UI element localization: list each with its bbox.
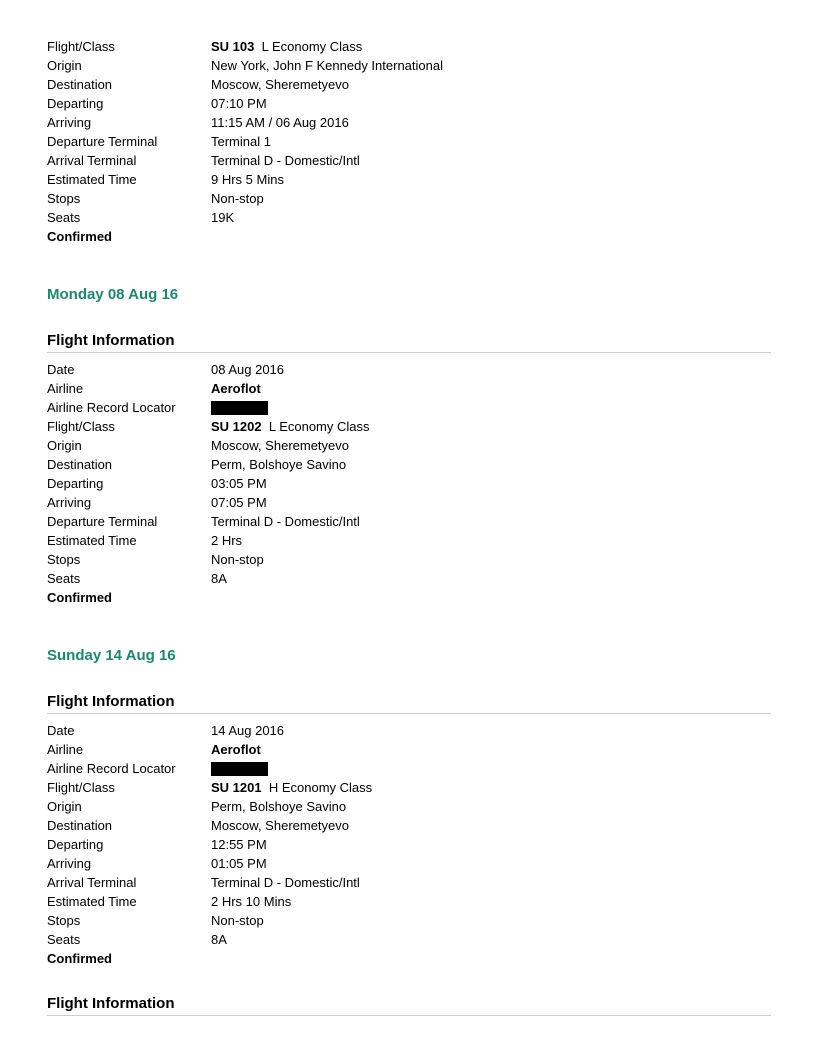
label-date: Date <box>47 362 75 377</box>
detail-row-stops <box>47 911 771 930</box>
detail-row-seats <box>47 569 771 588</box>
value-destination: Perm, Bolshoye Savino <box>211 457 347 472</box>
value-airline: Aeroflot <box>211 381 261 396</box>
itinerary-page <box>47 37 771 1016</box>
label-record-locator: Airline Record Locator <box>47 761 176 776</box>
detail-row-departure-terminal <box>47 512 771 531</box>
value-origin: Perm, Bolshoye Savino <box>211 799 347 814</box>
day-heading: Monday 08 Aug 16 <box>47 286 179 303</box>
label-estimated-time: Estimated Time <box>47 533 137 548</box>
value-origin: New York, John F Kennedy International <box>211 58 443 73</box>
section-title-flight-information: Flight Information <box>47 691 771 714</box>
value-departing: 03:05 PM <box>211 476 267 491</box>
value-departing: 12:55 PM <box>211 837 267 852</box>
detail-row-estimated-time <box>47 531 771 550</box>
label-airline: Airline <box>47 381 84 396</box>
value-seats: 19K <box>211 210 235 225</box>
detail-row-departing <box>47 835 771 854</box>
value-stops: Non-stop <box>211 191 264 206</box>
flight-details-segment-2 <box>47 721 771 968</box>
detail-row-record-locator <box>47 759 771 778</box>
value-seats: 8A <box>211 932 227 947</box>
label-stops: Stops <box>47 191 81 206</box>
detail-row-origin <box>47 436 771 455</box>
detail-row-flight-class <box>47 417 771 436</box>
label-stops: Stops <box>47 552 81 567</box>
detail-row-arrival-terminal <box>47 873 771 892</box>
label-flight-class: Flight/Class <box>47 419 115 434</box>
detail-row-flight-class <box>47 778 771 797</box>
label-arriving: Arriving <box>47 495 92 510</box>
value-estimated-time: 9 Hrs 5 Mins <box>211 172 284 187</box>
detail-row-stops <box>47 189 771 208</box>
value-departure-terminal: Terminal D - Domestic/Intl <box>211 514 360 529</box>
cabin-class: L Economy Class <box>268 419 370 434</box>
label-date: Date <box>47 723 75 738</box>
detail-row-arriving <box>47 113 771 132</box>
section-title-flight-information: Flight Information <box>47 993 771 1016</box>
value-arriving: 11:15 AM / 06 Aug 2016 <box>211 115 349 130</box>
detail-row-stops <box>47 550 771 569</box>
flight-number: SU 1202 <box>211 419 262 434</box>
value-stops: Non-stop <box>211 913 264 928</box>
flight-number: SU 103 <box>211 39 255 54</box>
detail-row-estimated-time <box>47 170 771 189</box>
value-estimated-time: 2 Hrs 10 Mins <box>211 894 292 909</box>
redacted-record-locator <box>211 401 268 415</box>
section-title-flight-information: Flight Information <box>47 330 771 353</box>
detail-row-destination <box>47 75 771 94</box>
value-origin: Moscow, Sheremetyevo <box>211 438 350 453</box>
label-destination: Destination <box>47 457 113 472</box>
day-heading: Sunday 14 Aug 16 <box>47 647 176 664</box>
label-arriving: Arriving <box>47 856 92 871</box>
label-airline: Airline <box>47 742 84 757</box>
detail-row-destination <box>47 455 771 474</box>
label-estimated-time: Estimated Time <box>47 894 137 909</box>
detail-row-airline <box>47 740 771 759</box>
value-seats: 8A <box>211 571 227 586</box>
detail-row-origin <box>47 56 771 75</box>
booking-status: Confirmed <box>47 951 112 966</box>
value-arrival-terminal: Terminal D - Domestic/Intl <box>211 153 360 168</box>
label-departing: Departing <box>47 476 104 491</box>
cabin-class: H Economy Class <box>268 780 373 795</box>
detail-row-departure-terminal <box>47 132 771 151</box>
value-departure-terminal: Terminal 1 <box>211 134 271 149</box>
flight-details-segment-0 <box>47 37 771 246</box>
label-destination: Destination <box>47 818 113 833</box>
label-departing: Departing <box>47 96 104 111</box>
detail-row-seats <box>47 930 771 949</box>
label-origin: Origin <box>47 58 82 73</box>
value-estimated-time: 2 Hrs <box>211 533 243 548</box>
label-departing: Departing <box>47 837 104 852</box>
label-arriving: Arriving <box>47 115 92 130</box>
label-seats: Seats <box>47 932 81 947</box>
label-stops: Stops <box>47 913 81 928</box>
detail-row-flight-class <box>47 37 771 56</box>
label-flight-class: Flight/Class <box>47 39 115 54</box>
detail-row-arriving <box>47 493 771 512</box>
detail-row-date <box>47 360 771 379</box>
value-departing: 07:10 PM <box>211 96 267 111</box>
label-departure-terminal: Departure Terminal <box>47 514 158 529</box>
label-arrival-terminal: Arrival Terminal <box>47 875 137 890</box>
detail-row-departing <box>47 474 771 493</box>
value-arriving: 07:05 PM <box>211 495 267 510</box>
label-seats: Seats <box>47 571 81 586</box>
value-arriving: 01:05 PM <box>211 856 267 871</box>
detail-row-arrival-terminal <box>47 151 771 170</box>
detail-row-seats <box>47 208 771 227</box>
detail-row-airline <box>47 379 771 398</box>
label-origin: Origin <box>47 438 82 453</box>
label-seats: Seats <box>47 210 81 225</box>
label-destination: Destination <box>47 77 113 92</box>
flight-details-segment-1 <box>47 360 771 607</box>
detail-row-origin <box>47 797 771 816</box>
detail-row-arriving <box>47 854 771 873</box>
detail-row-date <box>47 721 771 740</box>
booking-status: Confirmed <box>47 590 112 605</box>
label-record-locator: Airline Record Locator <box>47 400 176 415</box>
value-arrival-terminal: Terminal D - Domestic/Intl <box>211 875 360 890</box>
label-estimated-time: Estimated Time <box>47 172 137 187</box>
value-airline: Aeroflot <box>211 742 261 757</box>
redacted-record-locator <box>211 762 268 776</box>
value-stops: Non-stop <box>211 552 264 567</box>
detail-row-departing <box>47 94 771 113</box>
value-destination: Moscow, Sheremetyevo <box>211 77 350 92</box>
booking-status: Confirmed <box>47 229 112 244</box>
label-departure-terminal: Departure Terminal <box>47 134 158 149</box>
label-flight-class: Flight/Class <box>47 780 115 795</box>
value-date: 08 Aug 2016 <box>211 362 285 377</box>
flight-number: SU 1201 <box>211 780 262 795</box>
cabin-class: L Economy Class <box>261 39 363 54</box>
value-date: 14 Aug 2016 <box>211 723 285 738</box>
label-origin: Origin <box>47 799 82 814</box>
value-destination: Moscow, Sheremetyevo <box>211 818 350 833</box>
detail-row-record-locator <box>47 398 771 417</box>
detail-row-estimated-time <box>47 892 771 911</box>
label-arrival-terminal: Arrival Terminal <box>47 153 137 168</box>
detail-row-destination <box>47 816 771 835</box>
